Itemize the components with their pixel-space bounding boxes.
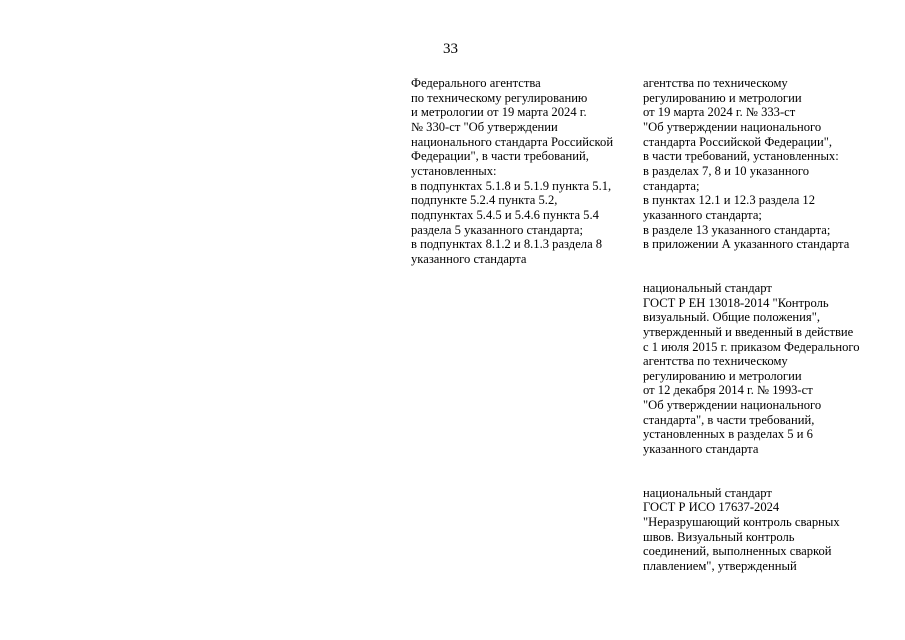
text-line: стандарта Российской Федерации", xyxy=(643,134,833,149)
paragraph-order-333 xyxy=(643,76,903,252)
text-line: указанного стандарта; xyxy=(643,207,762,222)
text-line: установленных в разделах 5 и 6 xyxy=(643,427,813,442)
text-line: установленных: xyxy=(411,163,497,178)
text-line: в приложении А указанного стандарта xyxy=(643,237,850,252)
text-line: от 19 марта 2024 г. № 333-ст xyxy=(643,105,796,120)
text-line: Федерации", в части требований, xyxy=(411,149,589,164)
text-line: утвержденный и введенный в действие xyxy=(643,324,854,339)
text-line: стандарта; xyxy=(643,178,700,193)
text-line: регулированию и метрологии xyxy=(643,368,802,383)
left-column xyxy=(411,76,637,267)
text-line: в разделах 7, 8 и 10 указанного xyxy=(643,163,810,178)
text-line: "Об утверждении национального xyxy=(643,119,822,134)
text-line: раздела 5 указанного стандарта; xyxy=(411,222,584,237)
text-line: соединений, выполненных сваркой xyxy=(643,544,832,559)
text-line: подпунктах 5.4.5 и 5.4.6 пункта 5.4 xyxy=(411,207,599,222)
text-line: "Неразрушающий контроль сварных xyxy=(643,515,840,530)
text-line: ГОСТ Р ИСО 17637-2024 xyxy=(643,500,780,515)
text-line: подпункте 5.2.4 пункта 5.2, xyxy=(411,193,558,208)
text-line: и метрологии от 19 марта 2024 г. xyxy=(411,105,587,120)
paragraph-gost-13018 xyxy=(643,281,903,457)
text-line: в разделе 13 указанного стандарта; xyxy=(643,222,831,237)
text-line: в подпунктах 8.1.2 и 8.1.3 раздела 8 xyxy=(411,237,603,252)
text-line: Федерального агентства xyxy=(411,76,541,90)
right-column xyxy=(643,76,903,574)
text-line: в подпунктах 5.1.8 и 5.1.9 пункта 5.1, xyxy=(411,178,612,193)
text-line: национального стандарта Российской xyxy=(411,134,614,149)
text-line: ГОСТ Р ЕН 13018-2014 "Контроль xyxy=(643,295,829,310)
text-line: в пунктах 12.1 и 12.3 раздела 12 xyxy=(643,193,816,208)
text-line: в части требований, установленных: xyxy=(643,149,839,164)
text-line: агентства по техническому xyxy=(643,354,788,369)
text-line: указанного стандарта xyxy=(643,442,759,457)
text-line: стандарта", в части требований, xyxy=(643,412,815,427)
page-number: 33 xyxy=(443,41,458,57)
text-line: агентства по техническому xyxy=(643,76,788,90)
text-line: "Об утверждении национального xyxy=(643,398,822,413)
text-line: от 12 декабря 2014 г. № 1993-ст xyxy=(643,383,813,398)
text-line: регулированию и метрологии xyxy=(643,90,802,105)
text-line: швов. Визуальный контроль xyxy=(643,529,795,544)
paragraph-gap xyxy=(643,252,903,281)
text-line: визуальный. Общие положения", xyxy=(643,310,820,325)
text-line: № 330-ст "Об утверждении xyxy=(411,119,558,134)
text-line: по техническому регулированию xyxy=(411,90,588,105)
text-line: плавлением", утвержденный xyxy=(643,559,797,574)
text-line: указанного стандарта xyxy=(411,251,527,266)
text-line: с 1 июля 2015 г. приказом Федерального xyxy=(643,339,860,354)
text-line: национальный стандарт xyxy=(643,485,772,500)
text-line: национальный стандарт xyxy=(643,280,772,295)
paragraph-gap xyxy=(643,457,903,486)
paragraph-gost-17637 xyxy=(643,486,903,574)
